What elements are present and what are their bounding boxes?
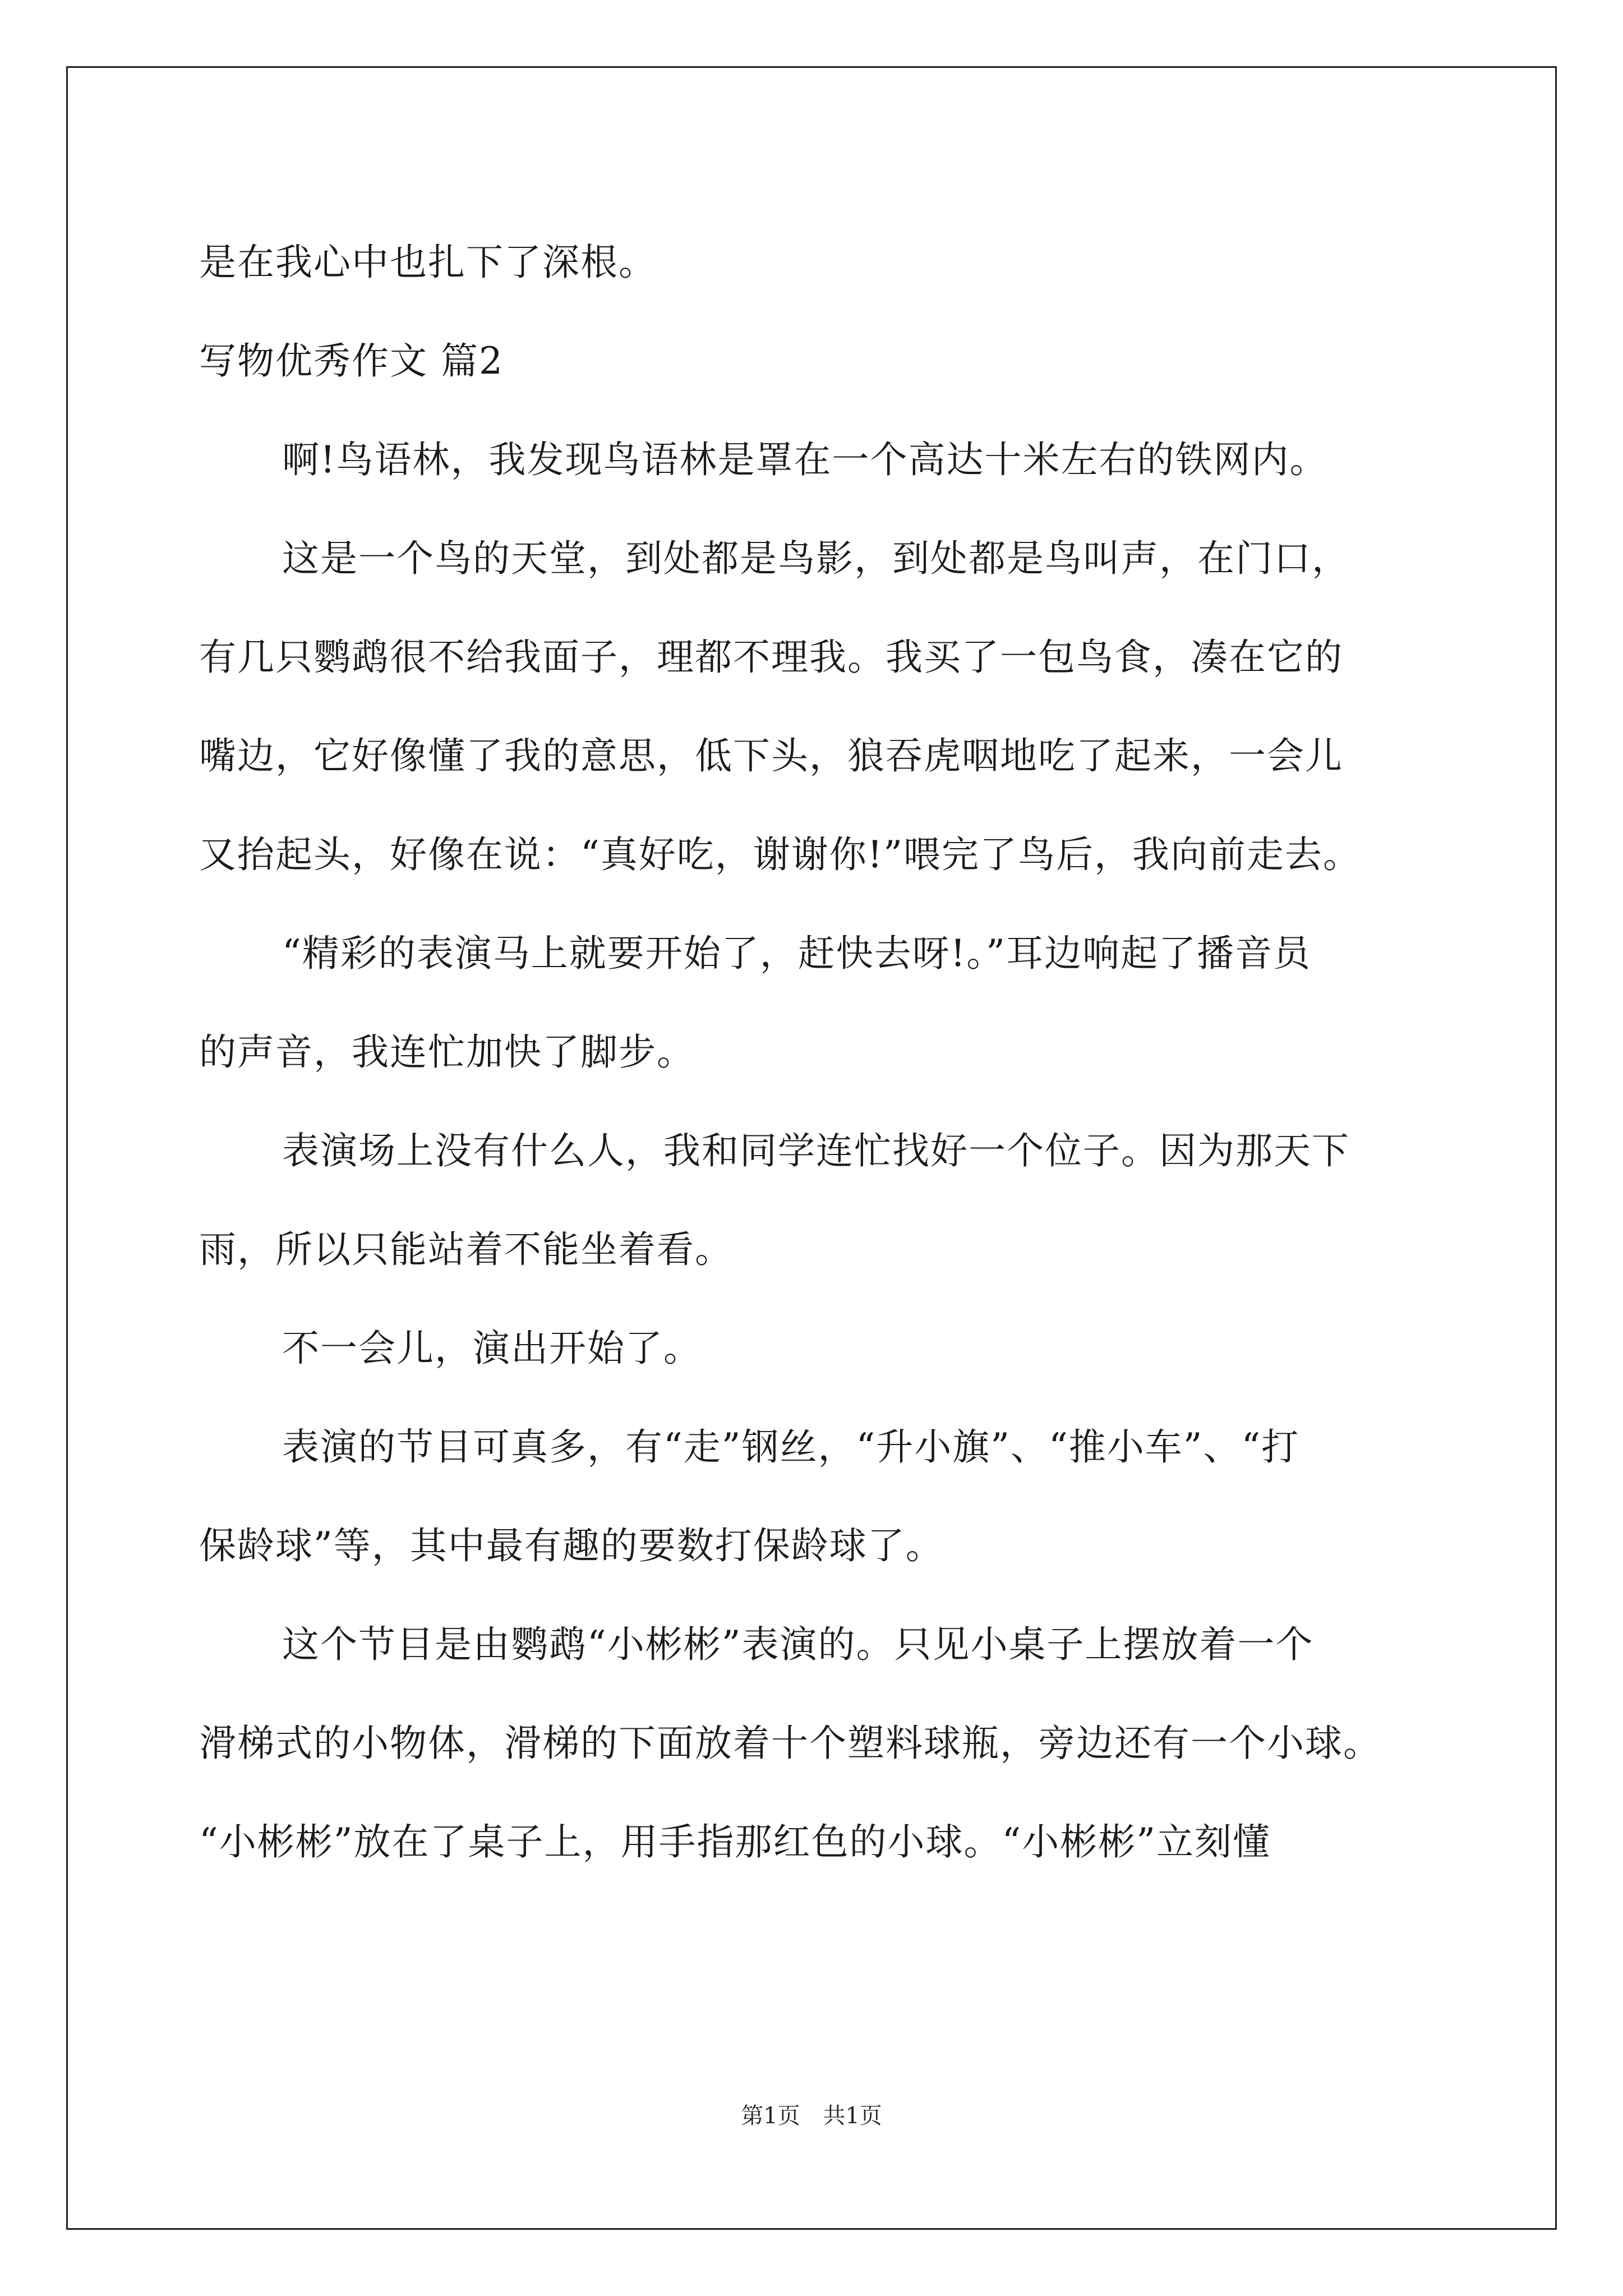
text-line: 是在我心中也扎下了深根。 <box>199 241 657 284</box>
text-line: 这个节目是由鹦鹉“小彬彬”表演的。只见小桌子上摆放着一个 <box>282 1623 1314 1666</box>
text-line: 雨，所以只能站着不能坐着看。 <box>199 1228 733 1271</box>
page-footer <box>0 2098 1623 2130</box>
text-line: 表演场上没有什么人，我和同学连忙找好一个位子。因为那天下 <box>282 1129 1350 1172</box>
document-body <box>199 213 1433 1892</box>
text-line: 滑梯式的小物体，滑梯的下面放着十个塑料球瓶，旁边还有一个小球。 <box>199 1722 1381 1765</box>
text-line: “小彬彬”放在了桌子上，用手指那红色的小球。“小彬彬”立刻懂 <box>199 1820 1271 1864</box>
text-line: 嘴边，它好像懂了我的意思，低下头，狼吞虎咽地吃了起来，一会儿 <box>199 734 1343 777</box>
page-number: 第1页 <box>741 2103 800 2129</box>
text-line: 不一会儿，演出开始了。 <box>282 1327 702 1370</box>
text-line: 保龄球”等，其中最有趣的要数打保龄球了。 <box>199 1524 944 1567</box>
text-line: 有几只鹦鹉很不给我面子，理都不理我。我买了一包鸟食，凑在它的 <box>199 636 1343 679</box>
section-title: 写物优秀作文 篇2 <box>199 339 504 383</box>
text-line: “精彩的表演马上就要开始了，赶快去呀!。”耳边响起了播音员 <box>282 932 1312 975</box>
text-line: 这是一个鸟的天堂，到处都是鸟影，到处都是鸟叫声，在门口， <box>282 537 1350 580</box>
text-line: 又抬起头，好像在说：“真好吃，谢谢你!”喂完了鸟后，我向前走去。 <box>199 833 1362 876</box>
text-line: 表演的节目可真多，有“走”钢丝，“升小旗”、“推小车”、“打 <box>282 1425 1300 1469</box>
text-line: 啊!鸟语林，我发现鸟语林是罩在一个高达十米左右的铁网内。 <box>282 438 1328 481</box>
page-total: 共1页 <box>823 2103 882 2129</box>
text-line: 的声音，我连忙加快了脚步。 <box>199 1030 695 1074</box>
